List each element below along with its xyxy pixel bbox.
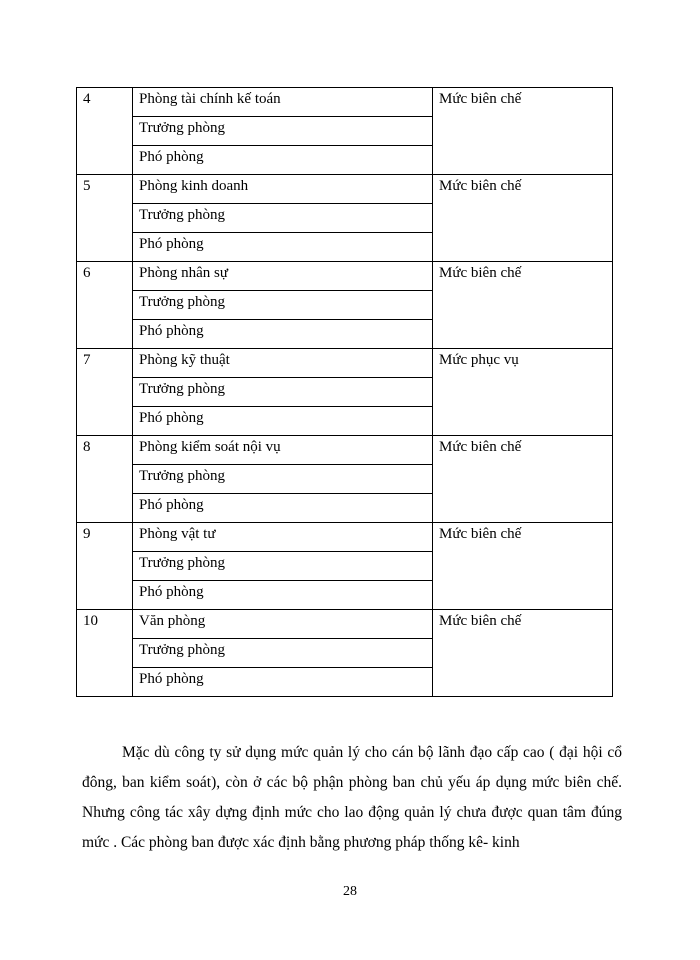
role-cell: Trưởng phòng	[133, 552, 433, 581]
role-cell: Phó phòng	[133, 494, 433, 523]
table-row-department	[77, 610, 613, 639]
role-cell: Phó phòng	[133, 146, 433, 175]
row-number-cell: 5	[77, 175, 133, 262]
department-staffing-table	[76, 87, 613, 697]
staffing-level-cell: Mức biên chế	[433, 436, 613, 523]
role-cell: Trưởng phòng	[133, 378, 433, 407]
row-number-cell: 9	[77, 523, 133, 610]
page-number: 28	[343, 884, 357, 899]
department-name-cell: Phòng nhân sự	[133, 262, 433, 291]
staffing-level-cell: Mức biên chế	[433, 88, 613, 175]
staffing-level-cell: Mức biên chế	[433, 523, 613, 610]
role-cell: Phó phòng	[133, 668, 433, 697]
row-number-cell: 4	[77, 88, 133, 175]
staffing-level-cell: Mức biên chế	[433, 262, 613, 349]
table-row-department	[77, 175, 613, 204]
row-number-cell: 10	[77, 610, 133, 697]
role-cell: Trưởng phòng	[133, 639, 433, 668]
role-cell: Phó phòng	[133, 233, 433, 262]
role-cell: Trưởng phòng	[133, 117, 433, 146]
department-name-cell: Phòng kỹ thuật	[133, 349, 433, 378]
row-number-cell: 6	[77, 262, 133, 349]
table-row-department	[77, 523, 613, 552]
table-row-department	[77, 349, 613, 378]
department-name-cell: Văn phòng	[133, 610, 433, 639]
row-number-cell: 7	[77, 349, 133, 436]
department-name-cell: Phòng kinh doanh	[133, 175, 433, 204]
role-cell: Phó phòng	[133, 407, 433, 436]
table-row-department	[77, 262, 613, 291]
staffing-level-cell: Mức biên chế	[433, 175, 613, 262]
department-name-cell: Phòng tài chính kế toán	[133, 88, 433, 117]
role-cell: Phó phòng	[133, 320, 433, 349]
role-cell: Trưởng phòng	[133, 204, 433, 233]
role-cell: Trưởng phòng	[133, 291, 433, 320]
table-body	[77, 88, 613, 697]
table-row-department	[77, 436, 613, 465]
department-name-cell: Phòng vật tư	[133, 523, 433, 552]
paragraph-text: Mặc dù công ty sử dụng mức quản lý cho cán bộ lãnh đạo cấp cao ( đại hội cổ đông, ban kiểm soát), còn ở các bộ phận phòng ban chủ yếu áp dụng mức biên chế. Nhưng công tác xây dựng định mức cho lao động quản lý chưa được quan tâm đúng mức . Các phòng ban được xác định bằng phương pháp thống kê- kinh	[82, 744, 622, 851]
body-paragraph	[82, 738, 622, 858]
table-row-department	[77, 88, 613, 117]
staffing-level-cell: Mức biên chế	[433, 610, 613, 697]
department-name-cell: Phòng kiểm soát nội vụ	[133, 436, 433, 465]
row-number-cell: 8	[77, 436, 133, 523]
role-cell: Trưởng phòng	[133, 465, 433, 494]
role-cell: Phó phòng	[133, 581, 433, 610]
staffing-level-cell: Mức phục vụ	[433, 349, 613, 436]
